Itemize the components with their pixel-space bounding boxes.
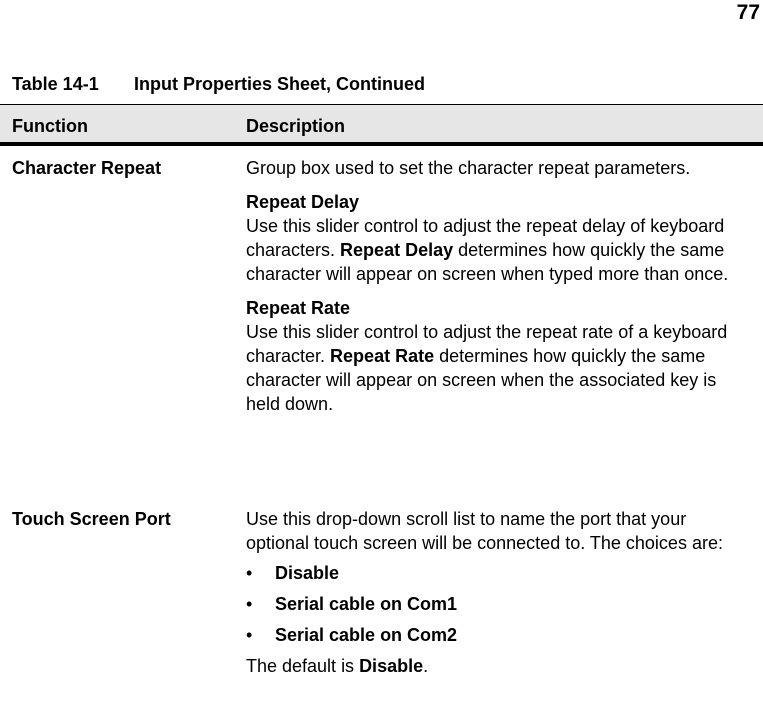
function-touch-screen-port: Touch Screen Port xyxy=(12,509,171,529)
table-title: Input Properties Sheet, Continued xyxy=(134,74,426,94)
repeat-rate-bold: Repeat Rate xyxy=(330,346,435,366)
bullet: • xyxy=(246,625,253,645)
table-caption xyxy=(12,72,425,96)
repeat-rate-title: Repeat Rate xyxy=(246,298,351,318)
bullet: • xyxy=(246,563,253,583)
repeat-delay-text-after: determines how quickly the same character will appear on screen when typed more than once. xyxy=(246,240,729,284)
table-number: Table 14-1 xyxy=(12,74,99,94)
function-character-repeat: Character Repeat xyxy=(12,158,162,178)
description-character-repeat xyxy=(246,156,751,426)
repeat-delay-title: Repeat Delay xyxy=(246,192,360,212)
repeat-delay-text-before: Use this slider control to adjust the repeat delay of keyboard characters. xyxy=(246,216,725,260)
header-function: Function xyxy=(12,116,88,136)
intro-text: Use this drop-down scroll list to name the port that your optional touch screen will be connected to. The choices are: xyxy=(246,509,723,553)
bullet: • xyxy=(246,594,253,614)
list-item: • Disable xyxy=(246,563,340,583)
repeat-delay-bold: Repeat Delay xyxy=(340,240,454,260)
intro-text: Group box used to set the character repeat parameters. xyxy=(246,158,691,178)
list-item: • Serial cable on Com1 xyxy=(246,594,458,614)
choices-list xyxy=(246,561,751,647)
default-value: Disable xyxy=(359,656,424,676)
page-number: 77 xyxy=(736,1,760,24)
repeat-rate-text-before: Use this slider control to adjust the repeat rate of a keyboard character. xyxy=(246,322,728,366)
table-header xyxy=(0,104,763,146)
repeat-delay-section xyxy=(246,190,751,286)
repeat-rate-section xyxy=(246,296,751,416)
description-touch-screen-port xyxy=(246,507,751,688)
header-description: Description xyxy=(246,116,346,136)
default-text: The default is Disable. xyxy=(246,656,429,676)
repeat-rate-text-after: determines how quickly the same character will appear on screen when the associated key is held down. xyxy=(246,346,717,414)
list-item: • Serial cable on Com2 xyxy=(246,625,458,645)
